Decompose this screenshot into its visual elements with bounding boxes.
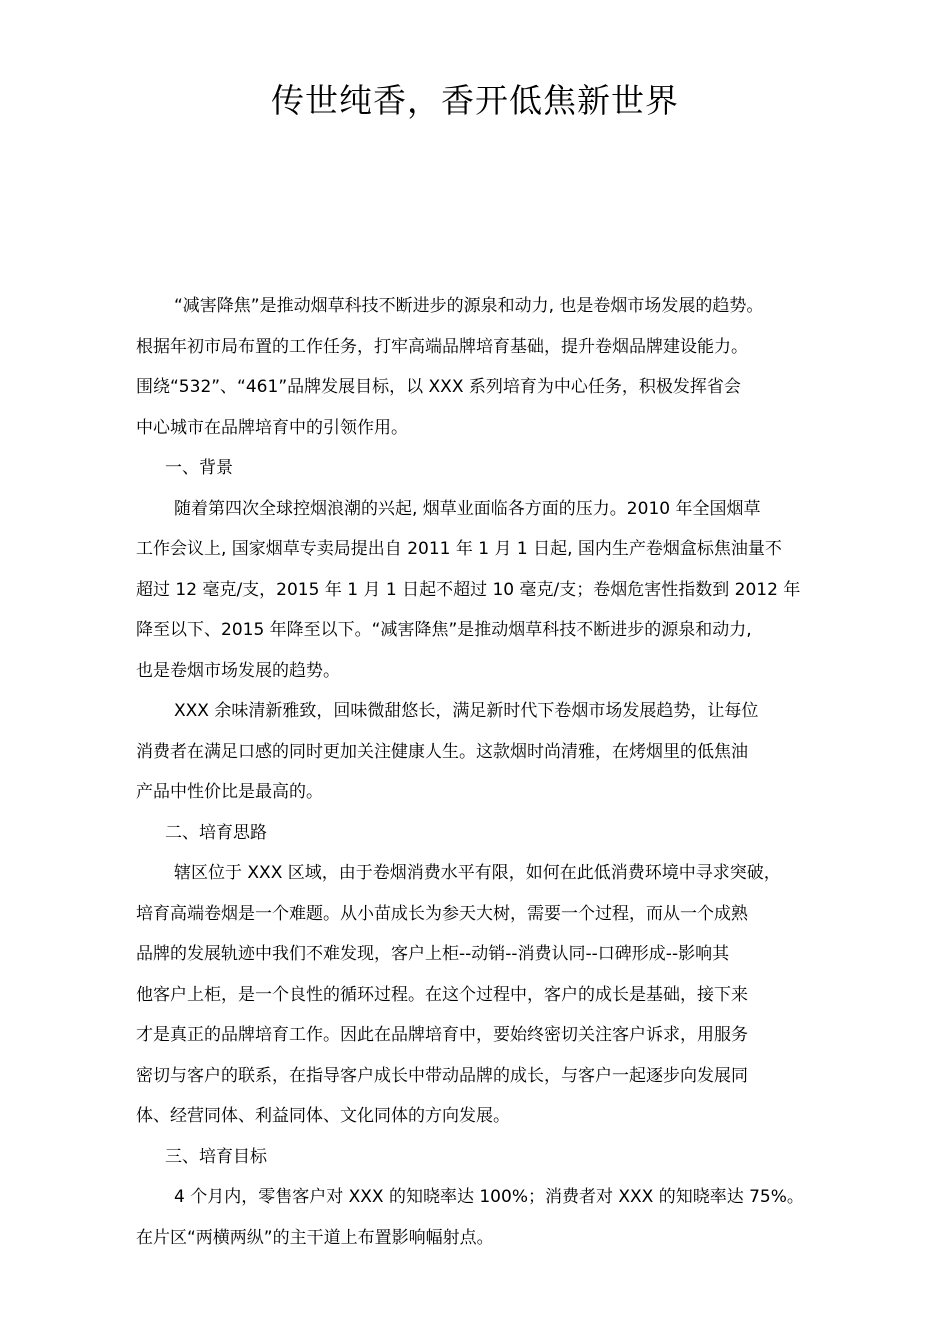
document-title: 传世纯香，香开低焦新世界 xyxy=(271,81,679,120)
paragraph-line: 超过 12 毫克/支，2015 年 1 月 1 日起不超过 10 毫克/支；卷烟危害性指数到 2012 年 xyxy=(136,579,801,600)
paragraph-line: “减害降焦”是推动烟草科技不断进步的源泉和动力, 也是卷烟市场发展的趋势。 xyxy=(174,296,764,316)
section-heading-background: 一、背景 xyxy=(165,458,233,478)
paragraph-line: XXX 余味清新雅致，回味微甜悠长，满足新时代下卷烟市场发展趋势，让每位 xyxy=(174,701,759,721)
paragraph-line: 围绕“532”、“461”品牌发展目标，以 XXX 系列培育为中心任务，积极发挥省会 xyxy=(136,377,741,397)
paragraph-line: 品牌的发展轨迹中我们不难发现，客户上柜--动销--消费认同--口碑形成--影响其 xyxy=(136,944,730,964)
paragraph-line: 才是真正的品牌培育工作。因此在品牌培育中，要始终密切关注客户诉求，用服务 xyxy=(136,1025,748,1045)
document-body xyxy=(136,286,876,1258)
paragraph-line: 工作会议上, 国家烟草专卖局提出自 2011 年 1 月 1 日起, 国内生产卷烟盒标焦油量不 xyxy=(136,539,782,559)
paragraph-line: 体、经营同体、利益同体、文化同体的方向发展。 xyxy=(136,1106,510,1126)
paragraph-line: 4 个月内，零售客户对 XXX 的知晓率达 100%；消费者对 XXX 的知晓率达 75%。 xyxy=(174,1187,804,1207)
paragraph-line: 消费者在满足口感的同时更加关注健康人生。这款烟时尚清雅，在烤烟里的低焦油 xyxy=(136,741,748,762)
paragraph-line: 密切与客户的联系，在指导客户成长中带动品牌的成长，与客户一起逐步向发展同 xyxy=(136,1065,748,1086)
paragraph-line: 培育高端卷烟是一个难题。从小苗成长为参天大树，需要一个过程，而从一个成熟 xyxy=(136,903,748,924)
paragraph-line: 在片区“两横两纵”的主干道上布置影响幅射点。 xyxy=(136,1227,494,1248)
paragraph-line: 降至以下、2015 年降至以下。“减害降焦”是推动烟草科技不断进步的源泉和动力, xyxy=(136,620,752,640)
section-heading-approach: 二、培育思路 xyxy=(165,822,267,843)
paragraph-line: 随着第四次全球控烟浪潮的兴起, 烟草业面临各方面的压力。2010 年全国烟草 xyxy=(174,498,761,519)
paragraph-line: 中心城市在品牌培育中的引领作用。 xyxy=(136,417,408,438)
paragraph-line: 辖区位于 XXX 区域，由于卷烟消费水平有限，如何在此低消费环境中寻求突破， xyxy=(174,863,781,883)
paragraph-line: 产品中性价比是最高的。 xyxy=(136,782,323,802)
paragraph-line: 也是卷烟市场发展的趋势。 xyxy=(136,660,340,681)
paragraph-line: 他客户上柜，是一个良性的循环过程。在这个过程中，客户的成长是基础，接下来 xyxy=(136,984,748,1005)
section-heading-goals: 三、培育目标 xyxy=(165,1146,267,1167)
paragraph-line: 根据年初市局布置的工作任务，打牢高端品牌培育基础，提升卷烟品牌建设能力。 xyxy=(136,336,748,357)
